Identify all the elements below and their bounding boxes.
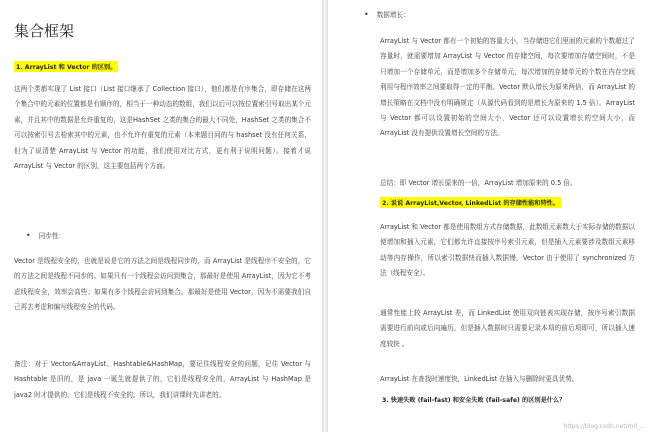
section-heading-2: 2. 说说 ArrayList,Vector, LinkedList 的存储性能和特性。 <box>380 197 561 208</box>
left-page <box>0 0 322 432</box>
bullet-label: 数据增长： <box>376 11 410 19</box>
bullet-synchronization <box>26 230 65 240</box>
paragraph-note: 备注：对于 Vector&ArrayList、Hashtable&HashMap，要记住线程安全的问题，记住 Vector 与 Hashtable 是旧的，是 java 一诞生就提供了的，它们是线程安全的，ArrayList 与 HashMap 是 java2 时才提供的，它们是线程不安全的。所以，我们讲课时先讲老的。 <box>14 360 311 399</box>
right-page <box>328 0 650 432</box>
watermark: https://blog.csdn.net/m0_... <box>563 423 646 430</box>
paragraph-thread-safety: Vector 是线程安全的，也就是说是它的方法之间是线程同步的，而 ArrayList 是线程序不安全的，它的方法之间是线程不同步的。如果只有一个线程会访问到集合，那最好是使用 ArrayList，因为它不考虑线程安全，效率会高些；如果有多个线程会访问到集合，那最好是使用 Vector，因为不需要我们自己再去考虑和编写线程安全的代码。 <box>14 257 311 312</box>
page-title: 集合框架 <box>14 22 75 40</box>
section-heading-3: 3. 快速失败 (fail-fast) 和安全失败 (fail-safe) 的区别是什么？ <box>382 397 566 404</box>
paragraph-linkedlist: 通常性能上较 ArrayList 差，而 LinkedList 使用双向链表实现存储，按序号索引数据需要进行前向或后向遍历，但是插入数据时只需要记录本项的前后项即可，所以插入速度较快 。 <box>380 309 635 348</box>
paragraph-capacity: ArrayList 与 Vector 都有一个初始的容量大小，当存储进它们里面的元素的个数超过了容量时，就需要增加 ArrayList 与 Vector 的存储空间，每次要增加存储空间时，不是只增加一个存储单元，而是增加多个存储单元，每次增加的存储单元的个数在内存空间利用与程序效率之间要取得一定的平衡。Vector 默认增长为原来两倍，而 ArrayList 的增长策略在文档中没有明确规定（从源代码看到的是增长为原来的 1.5 倍）。ArrayList 与 Vector 都可以设置初始的空间大小，Vector 还可以设置增长的空间大小，而 ArrayList 没有提供设置增长空间的方法。 <box>380 37 635 138</box>
bullet-dot-icon: • <box>364 10 369 19</box>
paragraph-list-interface: 这两个类都实现了 List 接口（List 接口继承了 Collection 接口），他们都是有序集合，即存储在这两个集合中的元素的位置都是有顺序的，相当于一种动态的数组，我们以后可以按位置索引号取出某个元素，并且其中的数据是允许重复的，这是HashSet 之类的集合的最大不同处，HashSet 之类的集合不可以按索引号去检索其中的元素，也不允许有重复的元素（本来题目问的与 hashset 没有任何关系，但为了说清楚 ArrayList 与 Vector 的功能，我们使用对比方式，更有利于说明问题）。接着才说 ArrayList 与 Vector 的区别，这主要包括两个方面。 <box>14 85 311 171</box>
paragraph-storage: ArrayList 和 Vector 都是使用数组方式存储数据，此数组元素数大于实际存储的数据以便增加和插入元素，它们都允许直接按序号索引元素，但是插入元素要涉及数组元素移动等内存操作，所以索引数据快而插入数据慢，Vector 由于使用了 synchronized 方法（线程安全）。 <box>380 223 635 278</box>
section-heading-1: 1. ArrayList 和 Vector 的区别。 <box>14 61 118 72</box>
bullet-dot-icon: • <box>26 231 31 240</box>
bullet-label: 同步性： <box>38 232 66 240</box>
paragraph-comparison: ArrayList 在查找时速度快，LinkedList 在插入与删除时更具优势。 <box>380 375 579 383</box>
bullet-data-growth <box>364 9 410 19</box>
paragraph-summary: 总结：即 Vector 增长原来的一倍，ArrayList 增加原来的 0.5 倍。 <box>380 179 577 187</box>
